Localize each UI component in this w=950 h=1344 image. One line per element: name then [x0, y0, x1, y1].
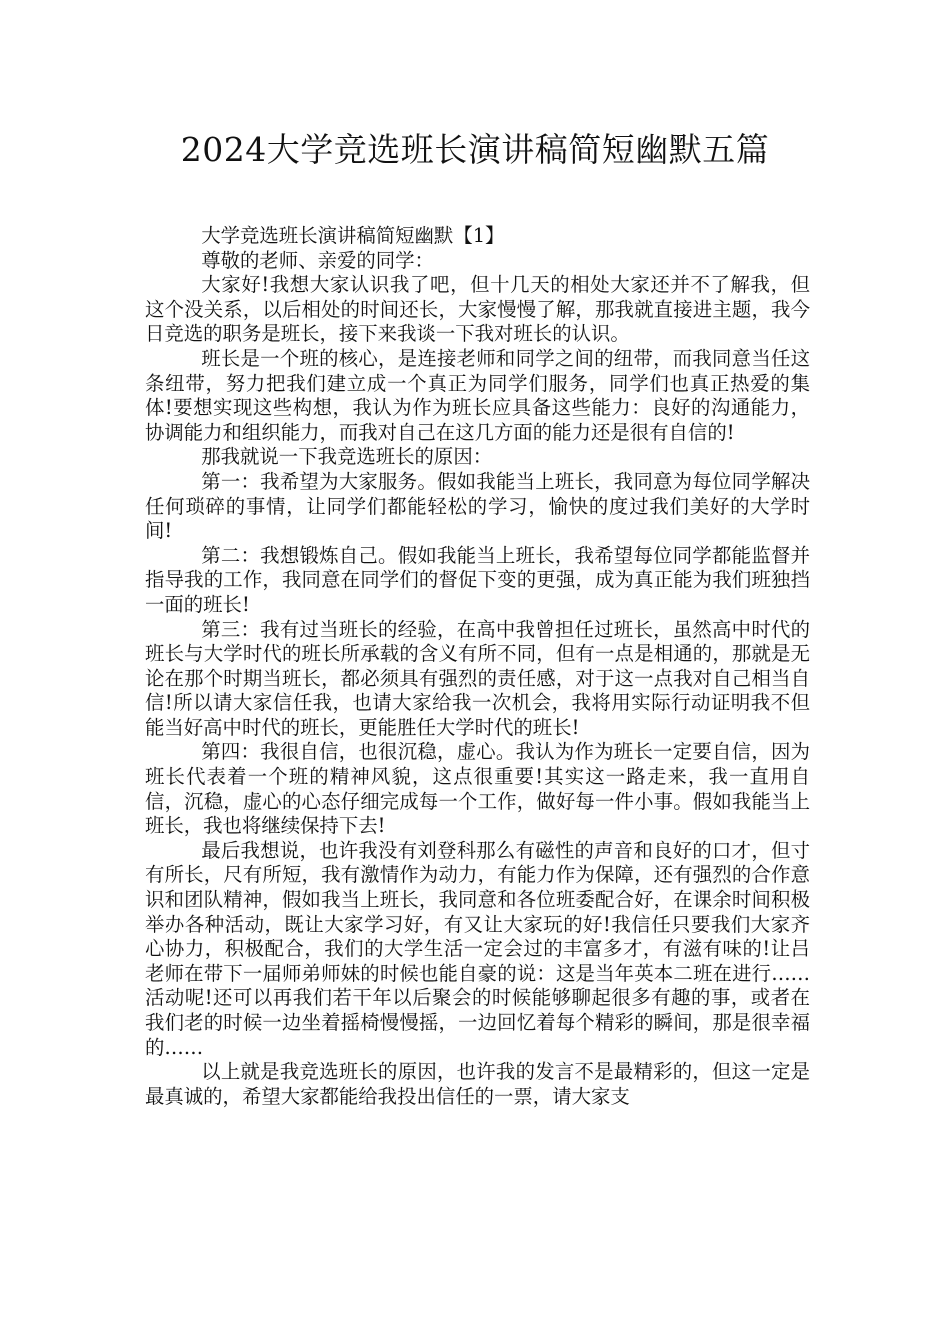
paragraph: 第一：我希望为大家服务。假如我能当上班长，我同意为每位同学解决任何琐碎的事情，让同学们都能轻松的学习，愉快的度过我们美好的大学时间! — [145, 469, 810, 543]
paragraph: 那我就说一下我竞选班长的原因： — [201, 445, 493, 469]
paragraph: 最后我想说，也许我没有刘登科那么有磁性的声音和良好的口才，但寸有所长，尺有所短，我有激情作为动力，有能力作为保障，还有强烈的合作意识和团队精神，假如我当上班长，我同意和各位班委配合好，在课余时间积极举办各种活动，既让大家学习好，有又让大家玩的好!我信任只要我们大家齐心协力，积极配合，我们的大学生活一定会过的丰富多才，有滋有味的!让吕老师在带下一届师弟师妹的时候也能自豪的说：这是当年英本二班在进行……活动呢!还可以再我们若干年以后聚会的时候能够聊起很多有趣的事，或者在我们老的时候一边坐着摇椅慢慢摇，一边回忆着每个精彩的瞬间，那是很幸福的…… — [145, 838, 810, 1059]
paragraph: 以上就是我竞选班长的原因，也许我的发言不是最精彩的，但这一定是最真诚的，希望大家都能给我投出信任的一票，请大家支 — [145, 1060, 810, 1108]
document-title: 2024大学竞选班长演讲稿简短幽默五篇 — [180, 130, 770, 169]
paragraph: 第四：我很自信，也很沉稳，虚心。我认为作为班长一定要自信，因为班长代表着一个班的精神风貌，这点很重要!其实这一路走来，我一直用自信，沉稳，虚心的心态仔细完成每一个工作，做好每一件小事。假如我能当上班长，我也将继续保持下去! — [145, 740, 810, 838]
document-body — [145, 224, 810, 1109]
paragraph: 第三：我有过当班长的经验，在高中我曾担任过班长，虽然高中时代的班长与大学时代的班长所承载的含义有所不同，但有一点是相通的，那就是无论在那个时期当班长，都必须具有强烈的责任感，对于这一点我对自己相当自信!所以请大家信任我，也请大家给我一次机会，我将用实际行动证明我不但能当好高中时代的班长，更能胜任大学时代的班长! — [145, 617, 810, 739]
paragraph: 第二：我想锻炼自己。假如我能当上班长，我希望每位同学都能监督并指导我的工作，我同意在同学们的督促下变的更强，成为真正能为我们班独挡一面的班长! — [145, 543, 810, 616]
paragraph: 班长是一个班的核心，是连接老师和同学之间的纽带，而我同意当任这条纽带，努力把我们建立成一个真正为同学们服务，同学们也真正热爱的集体!要想实现这些构想，我认为作为班长应具备这些能力：良好的沟通能力，协调能力和组织能力，而我对自己在这几方面的能力还是很有自信的! — [145, 346, 810, 444]
section-heading: 大学竞选班长演讲稿简短幽默【1】 — [201, 224, 505, 247]
paragraph: 大家好!我想大家认识我了吧，但十几天的相处大家还并不了解我，但这个没关系，以后相处的时间还长，大家慢慢了解，那我就直接进主题，我今日竞选的职务是班长，接下来我谈一下我对班长的认识。 — [145, 273, 810, 346]
salutation: 尊敬的老师、亲爱的同学： — [201, 248, 434, 272]
